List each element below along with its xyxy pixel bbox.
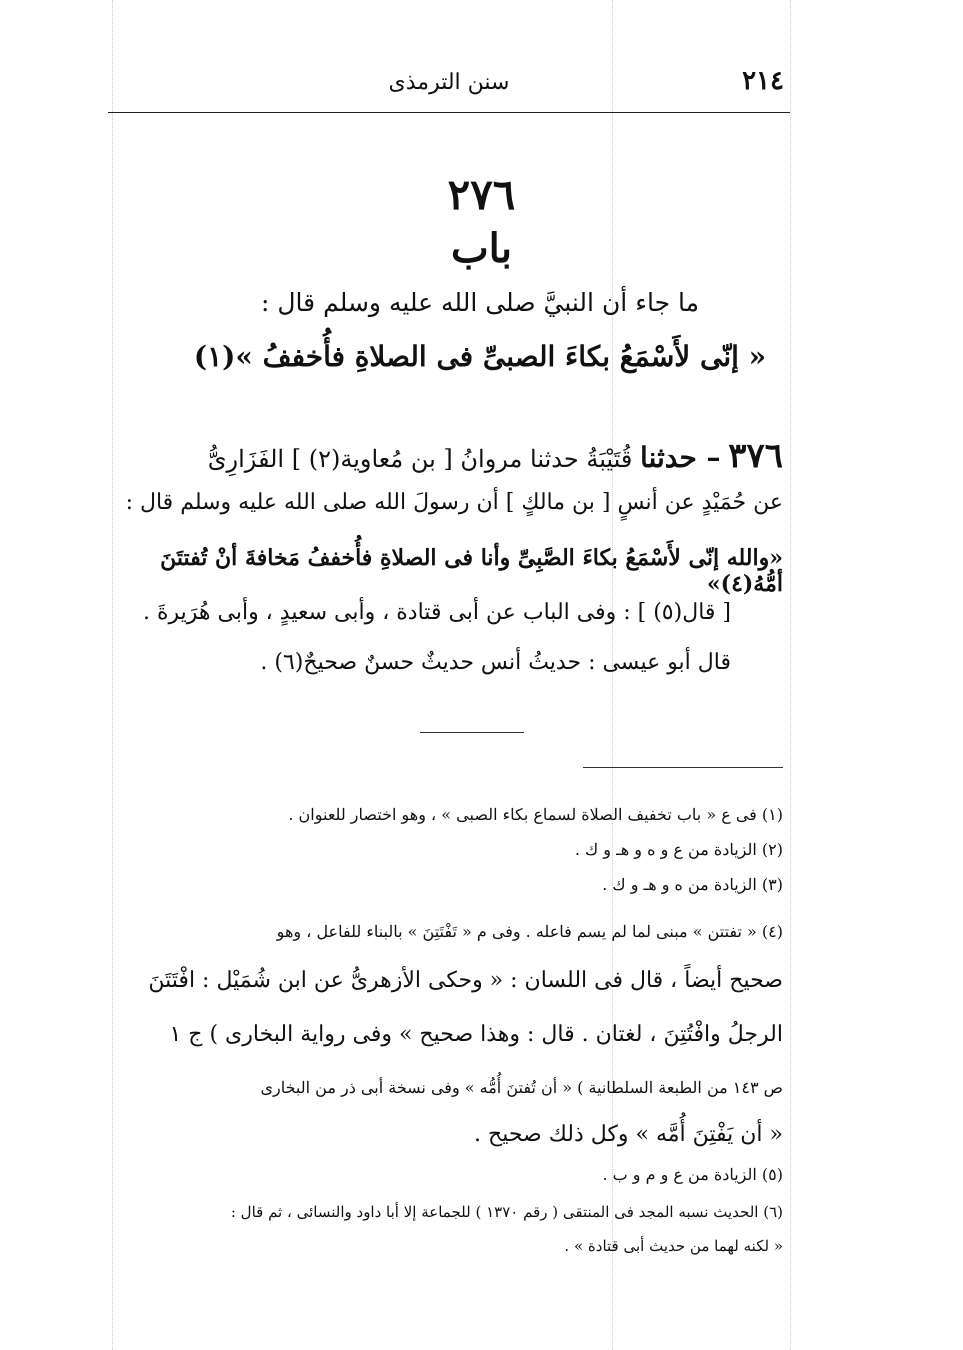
page-number: ٢١٤ xyxy=(742,66,784,96)
footnote-2: (٢) الزيادة من ع و ه و هـ و ك . xyxy=(574,840,783,859)
page-header xyxy=(108,62,790,106)
section-divider xyxy=(420,732,524,733)
footnote-4-line-5: « أن يَفْتِنَ أُمَّه » وكل ذلك صحيح . xyxy=(474,1122,783,1147)
footnote-1: (١) فى ع « باب تخفيف الصلاة لسماع بكاء الصبى » ، وهو اختصار للعنوان . xyxy=(288,805,783,824)
hadith-number: ٣٧٦ xyxy=(728,436,783,476)
running-title: سنن الترمذى xyxy=(388,70,510,95)
footnote-4-line-2: صحيح أيضاً ، قال فى اللسان : « وحكى الأزهرىُّ عن ابن شُمَيْل : افْتَتَنَ xyxy=(148,968,783,993)
hadith-line-2: عن حُمَيْدٍ عن أنسٍ [ بن مالكٍ ] أن رسولَ الله صلى الله عليه وسلم قال : xyxy=(125,490,783,515)
header-rule xyxy=(108,112,790,113)
hadith-text: «والله إنّى لأَسْمَعُ بكاءَ الصَّبِىِّ وأنا فى الصلاةِ فأُخففُ مَخافةَ أنْ تُفتتَنَ أمُّهُ(٤)» xyxy=(160,545,783,597)
chapter-title-line-1: ما جاء أن النبيَّ صلى الله عليه وسلم قال : xyxy=(261,288,699,317)
footnote-6-line-1: (٦) الحديث نسبه المجد فى المنتقى ( رقم ١٣٧٠ ) للجماعة إلا أبا داود والنسائى ، ثم قال : xyxy=(230,1203,783,1221)
chapter-number: ٢٧٦ xyxy=(447,170,516,219)
hadith-lead: – حدثنا xyxy=(640,441,721,474)
chapter-heading: باب xyxy=(451,225,512,272)
hadith-chain: قُتَيْبَةُ حدثنا مروانُ [ بن مُعاوية(٢) ] الفَزَارِىُّ xyxy=(207,445,633,473)
hadith-grading: قال أبو عيسى : حديثُ أنس حديثٌ حسنٌ صحيحٌ(٦) . xyxy=(260,650,731,675)
footnote-6-line-2: « لكنه لهما من حديث أبى قتادة » . xyxy=(564,1237,783,1255)
footnote-4-line-1: (٤) « تفتتن » مبنى لما لم يسم فاعله . وفى م « تَفْتَتِنَ » بالبناء للفاعل ، وهو xyxy=(276,922,783,941)
footnote-4-line-3: الرجلُ وافْتُتِنَ ، لغتان . قال : وهذا صحيح » وفى رواية البخارى ) ج ١ xyxy=(169,1022,783,1047)
footnote-3: (٣) الزيادة من ه و هـ و ك . xyxy=(602,875,783,894)
chapter-title-line-2: « إنّى لأَسْمَعُ بكاءَ الصبىِّ فى الصلاةِ فأُخففُ »(١) xyxy=(193,340,767,373)
footnote-5: (٥) الزيادة من ع و م و ب . xyxy=(602,1165,783,1184)
footnote-rule xyxy=(583,767,783,768)
hadith-line-1 xyxy=(123,436,783,476)
hadith-line-4: [ قال(٥) ] : وفى الباب عن أبى قتادة ، وأبى سعيدٍ ، وأبى هُرَيرةَ . xyxy=(142,600,731,625)
footnote-4-line-4: ص ١٤٣ من الطبعة السلطانية ) « أن تُفتنَ أُمُّه » وفى نسخة أبى ذر من البخارى xyxy=(260,1078,783,1097)
